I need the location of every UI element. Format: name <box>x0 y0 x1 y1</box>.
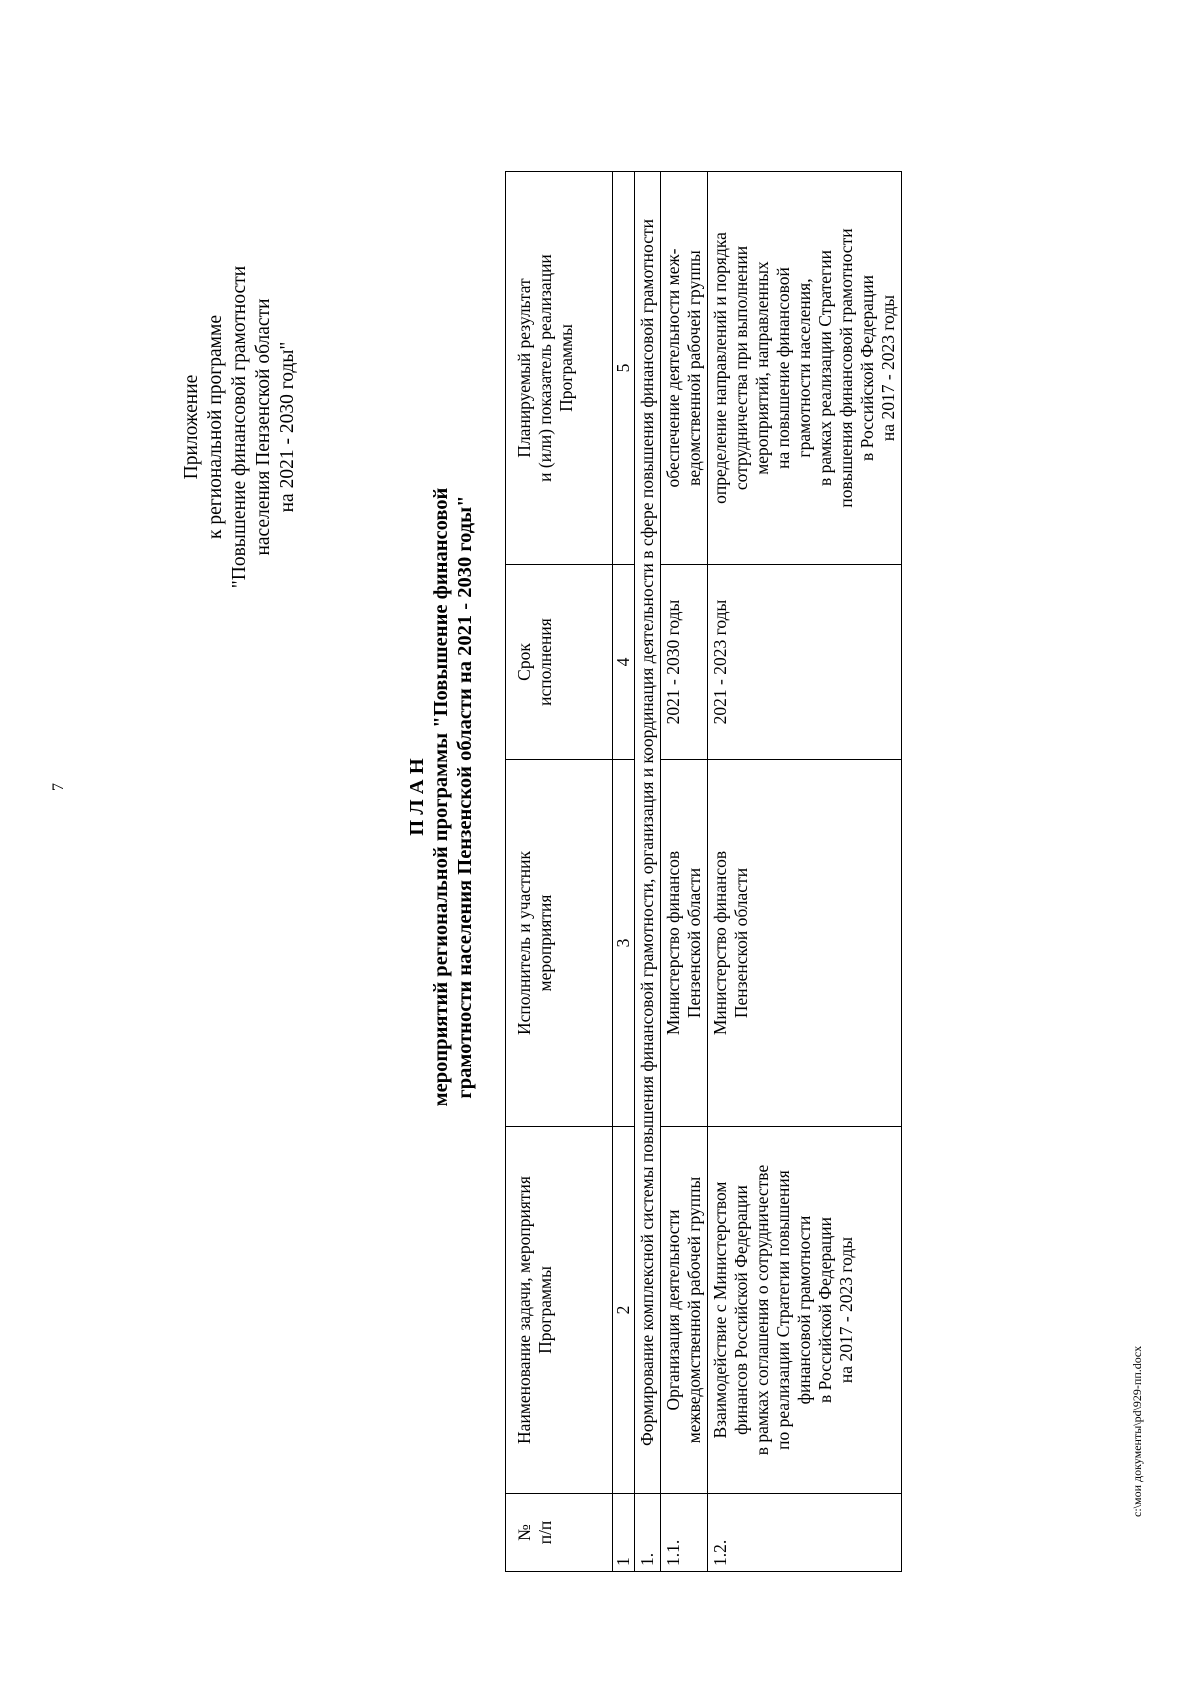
measure-name: Взаимодействие с Министерством финансов Российской Федерации в рамках соглашения о сотрудничестве по реализации Стратегии повышения финансовой грамотности в Российской Федерации на 2017 - 2023 годы <box>708 1127 902 1494</box>
column-number: 1 <box>613 1494 635 1572</box>
title-main: П Л А Н <box>406 758 428 836</box>
table-row <box>635 172 661 1572</box>
measure-name: Организация деятельности межведомственной рабочей группы <box>661 1127 708 1494</box>
header-cell: Наименование задачи, мероприятия Программы <box>506 1127 613 1494</box>
appendix-line: Приложение <box>181 374 202 480</box>
section-title: Формирование комплексной системы повышения финансовой грамотности, организация и координация деятельности в сфере повышения финансовой грамотности <box>635 172 661 1494</box>
title-line: грамотности населения Пензенской области на 2021 - 2030 годы" <box>454 495 476 1099</box>
planned-result: обеспечение деятельности меж- ведомственной рабочей группы <box>661 172 708 565</box>
title-line: мероприятий региональной программы "Повышение финансовой <box>430 487 452 1107</box>
term: 2021 - 2030 годы <box>661 565 708 760</box>
file-path: c:\мои документы\pd\929-пп.docx <box>1130 1345 1144 1517</box>
appendix-line: к региональной программе <box>205 315 226 539</box>
document-title <box>405 147 477 1447</box>
header-cell: № п/п <box>506 1494 613 1572</box>
column-number: 5 <box>613 172 635 565</box>
table-header-row <box>506 172 613 1572</box>
column-number: 3 <box>613 760 635 1127</box>
term: 2021 - 2023 годы <box>708 565 902 760</box>
row-number: 1. <box>635 1494 661 1572</box>
page-number: 7 <box>50 783 67 791</box>
header-cell: Исполнитель и участник мероприятия <box>506 760 613 1127</box>
appendix-line: "Повышение финансовой грамотности <box>229 265 250 589</box>
row-number: 1.2. <box>708 1494 902 1572</box>
executor: Министерство финансов Пензенской области <box>708 760 902 1127</box>
header-cell: Планируемый результат и (или) показатель реализации Программы <box>506 172 613 565</box>
table-row <box>708 172 902 1572</box>
executor: Министерство финансов Пензенской области <box>661 760 708 1127</box>
planned-result: определение направлений и порядка сотрудничества при выполнении мероприятий, направленных на повышение финансовой грамотности населения, в рамках реализации Стратегии повышения финансовой грамотности в Российской Федерации на 2017 - 2023 годы <box>708 172 902 565</box>
column-number: 2 <box>613 1127 635 1494</box>
appendix-line: населения Пензенской области <box>253 298 274 556</box>
appendix-line: на 2021 - 2030 годы" <box>277 341 298 513</box>
appendix-note <box>180 167 300 687</box>
plan-table <box>505 171 902 1572</box>
column-number-row <box>613 172 635 1572</box>
header-cell: Срок исполнения <box>506 565 613 760</box>
column-number: 4 <box>613 565 635 760</box>
row-number: 1.1. <box>661 1494 708 1572</box>
table-row <box>661 172 708 1572</box>
